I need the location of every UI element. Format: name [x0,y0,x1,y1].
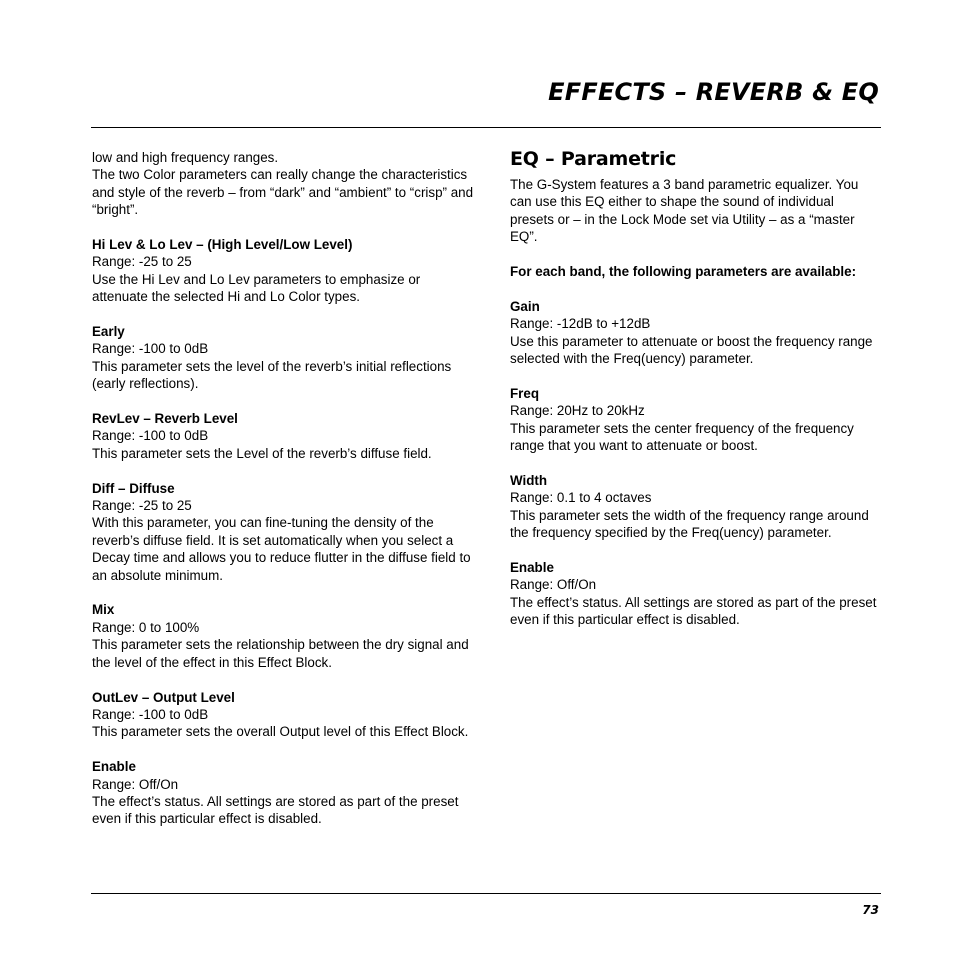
param-range: Range: 0.1 to 4 octaves [510,490,652,506]
param-range: Range: Off/On [92,776,179,792]
intro-section [92,149,477,219]
eq-note-section [510,263,880,280]
param-enable-reverb [92,758,477,828]
page-number: 73 [862,903,879,917]
param-range: Range: -100 to 0dB [92,706,209,722]
param-description: This parameter sets the width of the frequency range around the frequency specified by the Freq(uency) parameter. [510,507,869,541]
param-description: Use the Hi Lev and Lo Lev parameters to emphasize or attenuate the selected Hi and Lo Color types. [92,271,421,305]
param-heading: Width [510,472,548,488]
param-description: This parameter sets the center frequency of the frequency range that you want to attenuate or boost. [510,420,854,454]
intro-line: The two Color parameters can really change the characteristics and style of the reverb – from “dark” and “ambient” to “crisp” and “bright”. [92,167,474,218]
param-heading: Mix [92,602,115,618]
param-description: The effect’s status. All settings are stored as part of the preset even if this particular effect is disabled. [510,594,877,628]
param-heading: OutLev – Output Level [92,689,235,705]
param-range: Range: -25 to 25 [92,254,192,270]
eq-note: For each band, the following parameters are available: [510,264,857,280]
param-range: Range: Off/On [510,577,597,593]
param-description: Use this parameter to attenuate or boost the frequency range selected with the Freq(uency) parameter. [510,333,873,367]
eq-intro: The G-System features a 3 band parametric equalizer. You can use this EQ either to shape the sound of individual presets or – in the Lock Mode set via Utility – as a “master EQ”. [510,177,859,245]
param-heading: RevLev – Reverb Level [92,411,238,427]
param-description: This parameter sets the Level of the reverb’s diffuse field. [92,445,432,461]
param-range: Range: -100 to 0dB [92,428,209,444]
footer-rule [91,893,881,894]
param-description: This parameter sets the level of the reverb’s initial reflections (early reflections). [92,358,452,392]
right-column [510,147,880,628]
param-freq [510,385,880,455]
param-hi-lo-lev [92,236,477,306]
param-heading: Enable [92,759,136,775]
param-heading: Early [92,324,125,340]
param-range: Range: 0 to 100% [92,619,200,635]
param-diff [92,480,477,584]
param-range: Range: -25 to 25 [92,498,192,514]
param-gain [510,298,880,368]
page-title: EFFECTS – REVERB & EQ [548,78,879,106]
param-heading: Gain [510,298,540,314]
param-description: This parameter sets the overall Output level of this Effect Block. [92,724,469,740]
param-revlev [92,410,477,462]
param-description: The effect’s status. All settings are stored as part of the preset even if this particular effect is disabled. [92,793,459,827]
param-mix [92,601,477,671]
section-heading-eq: EQ – Parametric [510,148,677,170]
param-range: Range: 20Hz to 20kHz [510,403,645,419]
param-outlev [92,689,477,741]
header-rule [91,127,881,128]
param-description: This parameter sets the relationship between the dry signal and the level of the effect in this Effect Block. [92,637,469,670]
param-heading: Enable [510,559,554,575]
param-range: Range: -12dB to +12dB [510,316,651,332]
param-description: With this parameter, you can fine-tuning the density of the reverb’s diffuse field. It is set automatically when you select a Decay time and allows you to reduce flutter in the diffuse field to an absolute minimum. [92,515,471,583]
param-width [510,472,880,542]
param-early [92,323,477,393]
param-enable-eq [510,559,880,629]
intro-line: low and high frequency ranges. [92,150,279,165]
left-column [92,149,477,828]
param-heading: Freq [510,385,540,401]
param-heading: Diff – Diffuse [92,480,175,496]
param-range: Range: -100 to 0dB [92,341,209,357]
param-heading: Hi Lev & Lo Lev – (High Level/Low Level) [92,237,353,253]
